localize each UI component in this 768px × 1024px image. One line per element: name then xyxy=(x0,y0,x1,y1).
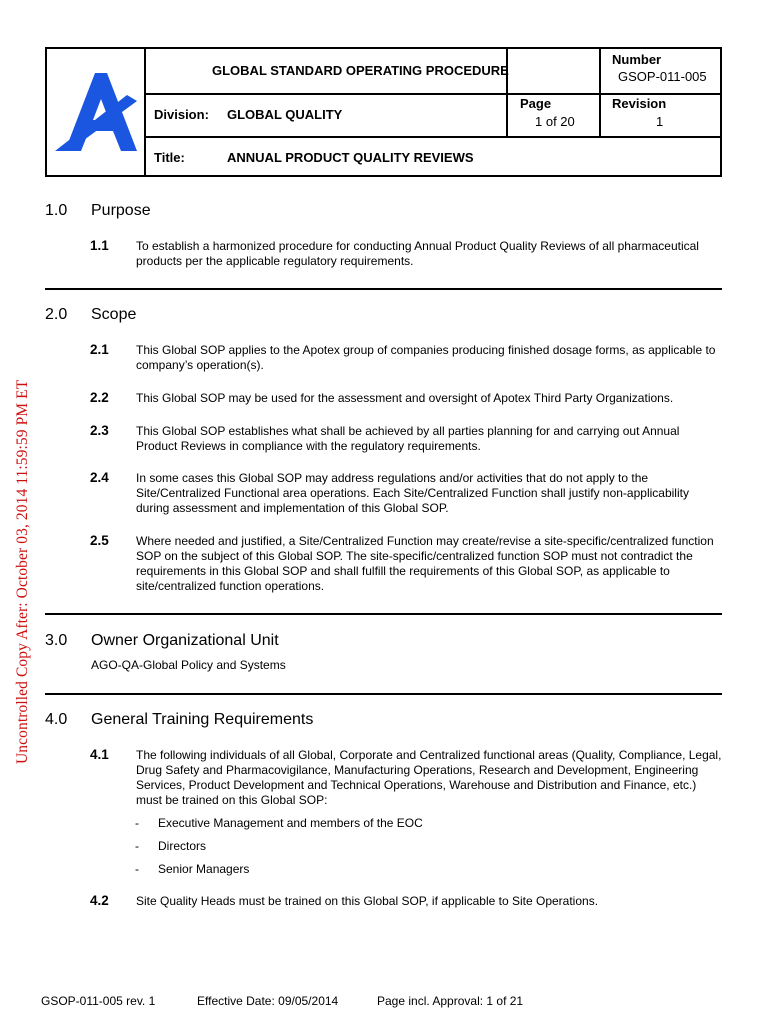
section-3-number: 3.0 xyxy=(45,632,68,649)
division-label: Division: xyxy=(154,107,209,122)
item-2-2-text: This Global SOP may be used for the assessment and oversight of Apotex Third Party Organizations. xyxy=(136,391,674,405)
item-2-3-number: 2.3 xyxy=(90,423,109,438)
division-value: GLOBAL QUALITY xyxy=(227,107,343,122)
item-2-5-text: Where needed and justified, a Site/Centralized Function may create/revise a site-specific/centralized function SOP on the subject of this Global SOP. The site-specific/centralized function SOP must not contradict the requirements in this Global SOP and shall fulfill the requirements of this Global SOP, as applicable to site/centralized function operations. xyxy=(136,534,714,593)
apotex-logo-icon xyxy=(47,49,144,175)
bullet-item: Executive Management and members of the EOC xyxy=(158,816,423,830)
bullet-dash: - xyxy=(135,839,139,853)
section-1-number: 1.0 xyxy=(45,202,68,219)
title-value: ANNUAL PRODUCT QUALITY REVIEWS xyxy=(227,150,474,165)
item-4-1-text: The following individuals of all Global, Corporate and Centralized functional areas (Quality, Compliance, Legal, Drug Safety and Pharmacovigilance, Manufacturing Operations, Research and Development, Engineering Services, Product Development and Technical Operations, Warehouse and Distribution and Finance, etc.) must be trained on this Global SOP: xyxy=(136,748,722,807)
page-label: Page xyxy=(520,96,552,111)
number-label: Number xyxy=(612,52,662,67)
item-4-2-number: 4.2 xyxy=(90,893,109,908)
section-divider xyxy=(45,693,722,695)
revision-label: Revision xyxy=(612,96,667,111)
document-header-table xyxy=(45,47,722,177)
item-1-1-number: 1.1 xyxy=(90,238,109,253)
revision-value: 1 xyxy=(656,114,664,129)
logo-cell xyxy=(47,49,146,175)
section-2-title: Scope xyxy=(91,306,137,323)
footer-page-count: Page incl. Approval: 1 of 21 xyxy=(377,994,524,1008)
section-4-title: General Training Requirements xyxy=(91,711,314,728)
section-3-title: Owner Organizational Unit xyxy=(91,632,279,649)
uncontrolled-copy-watermark: Uncontrolled Copy After: October 03, 2014 11:59:59 PM ET xyxy=(14,379,31,764)
owner-unit-text: AGO-QA-Global Policy and Systems xyxy=(91,658,286,672)
item-2-3-text: This Global SOP establishes what shall be achieved by all parties planning for and carrying out Annual Product Reviews in compliance with the regulatory requirements. xyxy=(136,424,680,453)
section-1-title: Purpose xyxy=(91,202,151,219)
item-1-1-text: To establish a harmonized procedure for conducting Annual Product Quality Reviews of all pharmaceutical products per the applicable regulatory requirements. xyxy=(136,239,699,268)
item-2-2-number: 2.2 xyxy=(90,390,109,405)
bullet-dash: - xyxy=(135,816,139,830)
item-4-1-number: 4.1 xyxy=(90,747,109,762)
section-2-number: 2.0 xyxy=(45,306,68,323)
item-2-1-number: 2.1 xyxy=(90,342,109,357)
section-divider xyxy=(45,613,722,615)
item-2-5-number: 2.5 xyxy=(90,533,109,548)
section-4-number: 4.0 xyxy=(45,711,68,728)
page-value: 1 of 20 xyxy=(535,114,575,129)
procedure-title: GLOBAL STANDARD OPERATING PROCEDURE xyxy=(212,63,509,78)
bullet-item: Directors xyxy=(158,839,207,853)
number-value: GSOP-011-005 xyxy=(618,69,707,84)
footer-doc-rev: GSOP-011-005 rev. 1 xyxy=(41,994,156,1008)
item-4-2-text: Site Quality Heads must be trained on this Global SOP, if applicable to Site Operations. xyxy=(136,894,599,908)
section-divider xyxy=(45,288,722,290)
bullet-item: Senior Managers xyxy=(158,862,250,876)
item-2-1-text: This Global SOP applies to the Apotex group of companies producing finished dosage forms, as applicable to company’s operation(s). xyxy=(136,343,716,372)
title-label: Title: xyxy=(154,150,185,165)
bullet-dash: - xyxy=(135,862,139,876)
footer-effective-date: Effective Date: 09/05/2014 xyxy=(197,994,339,1008)
item-2-4-text: In some cases this Global SOP may address regulations and/or activities that do not apply to the Site/Centralized Functional area operations. Each Site/Centralized Function shall justify non-applicability during assessment and implementation of this Global SOP. xyxy=(136,471,689,515)
item-2-4-number: 2.4 xyxy=(90,470,109,485)
